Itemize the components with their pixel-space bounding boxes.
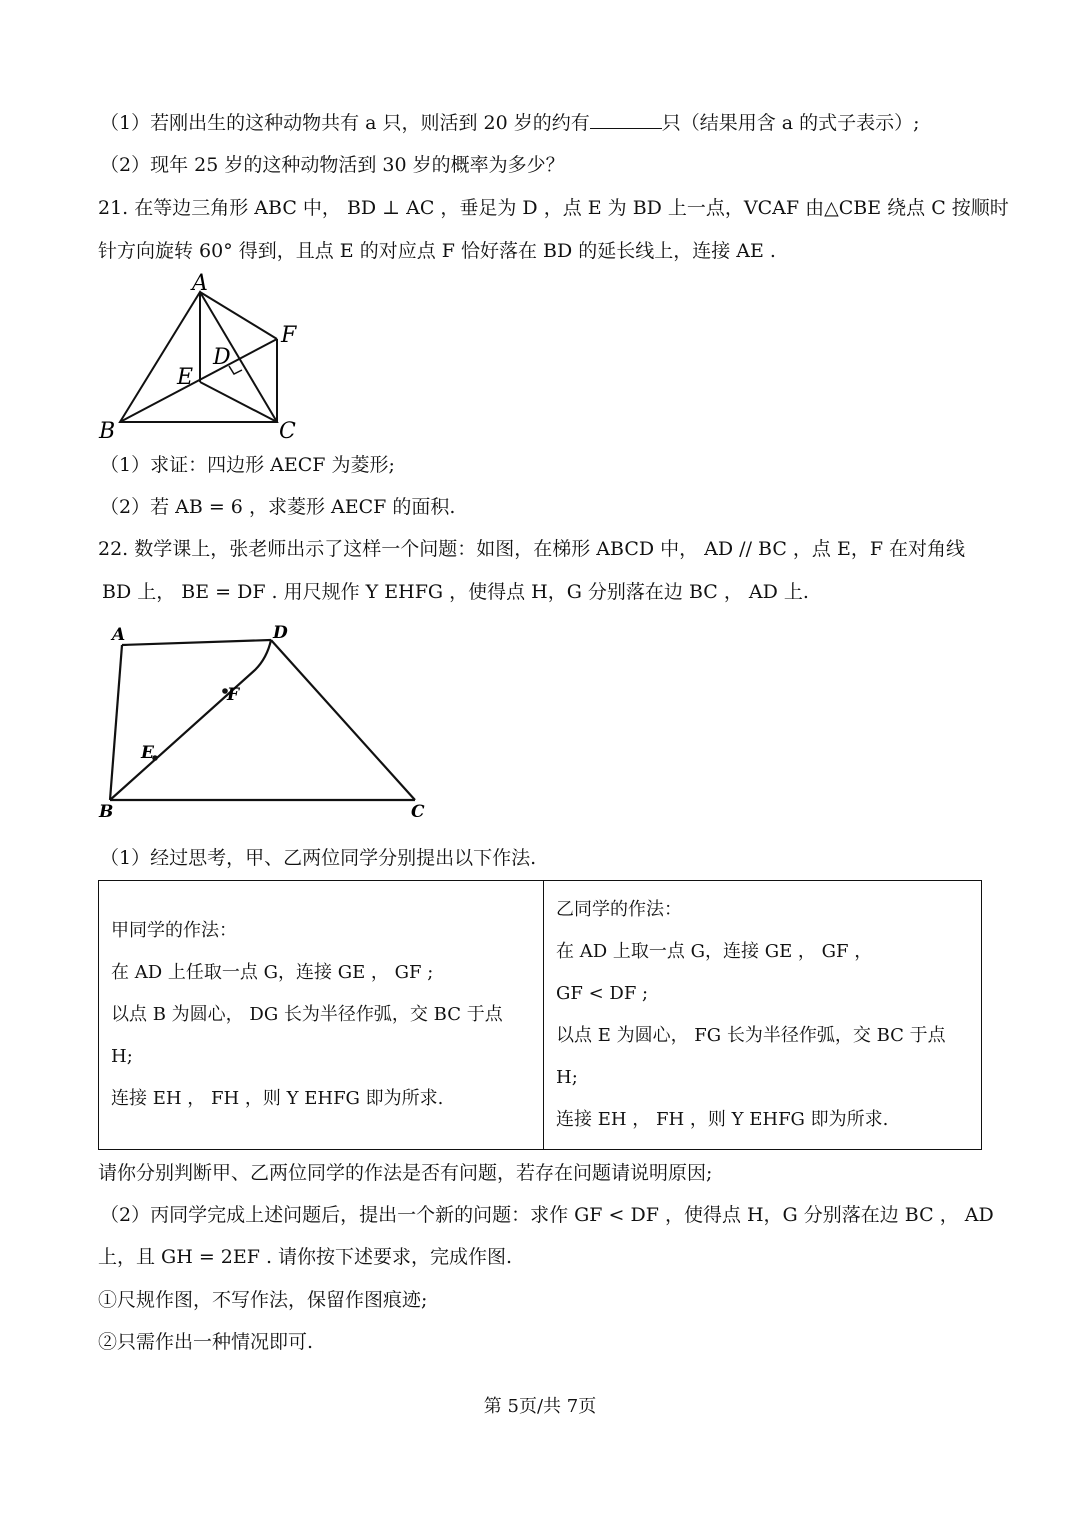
segment-ab: [110, 645, 122, 800]
segment-af: [200, 292, 277, 339]
label-b: B: [99, 802, 114, 822]
q22-requirement-1: ①尺规作图，不写作法，保留作图痕迹;: [98, 1289, 428, 1311]
jia-line: 甲同学的作法：: [111, 920, 237, 941]
q21-sub2: （2）若 AB = 6 ，求菱形 AECF 的面积.: [100, 496, 456, 518]
yi-line: 以点 E 为圆心， FG 长为半径作弧，交 BC 于点: [556, 1025, 946, 1046]
table-row: [99, 881, 982, 1150]
label-f: F: [227, 685, 240, 705]
q22-figure: [95, 622, 445, 822]
q22-stem-line1: 22. 数学课上，张老师出示了这样一个问题：如图，在梯形 ABCD 中， AD // BC ，点 E，F 在对角线: [98, 538, 966, 560]
q22-sub1: （1）经过思考，甲、乙两位同学分别提出以下作法.: [100, 847, 537, 869]
jia-line: 以点 B 为圆心， DG 长为半径作弧，交 BC 于点: [111, 1004, 503, 1025]
label-b: B: [99, 419, 116, 442]
q22-after-table: 请你分别判断甲、乙两位同学的作法是否有问题，若存在问题请说明原因;: [98, 1162, 713, 1184]
q22-sub2-line2: 上，且 GH = 2EF . 请你按下述要求，完成作图.: [98, 1246, 513, 1268]
yi-line: 在 AD 上取一点 G，连接 GE ， GF ，: [556, 941, 873, 962]
triangle-abc: [120, 292, 277, 422]
label-d: D: [213, 345, 231, 370]
diagonal-bd: [110, 640, 271, 800]
yi-line: GF < DF ;: [556, 983, 649, 1004]
jia-line: 连接 EH ， FH ，则 Y EHFG 即为所求.: [111, 1088, 444, 1109]
yi-line: 乙同学的作法：: [556, 899, 682, 920]
q21-stem-line1: 21. 在等边三角形 ABC 中， BD ⊥ AC ，垂足为 D ，点 E 为 BD 上一点，VCAF 由△CBE 绕点 C 按顺时: [98, 197, 1009, 219]
q20-part1-text-a: （1）若刚出生的这种动物共有 a 只，则活到 20 岁的约有: [100, 112, 590, 134]
label-f: F: [281, 323, 297, 348]
page-footer: 第 5页/共 7页: [483, 1396, 597, 1417]
label-c: C: [411, 802, 425, 822]
label-c: C: [279, 419, 296, 442]
segment-ad: [122, 640, 271, 645]
q22-stem-line2: BD 上， BE = DF . 用尺规作 Y EHFG ，使得点 H，G 分别落在边 BC ， AD 上.: [102, 581, 809, 603]
q21-stem-line2: 针方向旋转 60° 得到，且点 E 的对应点 F 恰好落在 BD 的延长线上，连接 AE .: [98, 240, 776, 262]
label-d: D: [273, 623, 288, 643]
q22-sub2-line1: （2）丙同学完成上述问题后，提出一个新的问题：求作 GF < DF ，使得点 H，G 分别落在边 BC ， AD: [100, 1204, 994, 1226]
q20-part1-text-b: 只（结果用含 a 的式子表示）;: [661, 112, 920, 134]
label-a: A: [192, 272, 208, 296]
q22-requirement-2: ②只需作出一种情况即可.: [98, 1331, 314, 1353]
q21-figure: [95, 272, 325, 442]
right-angle-mark: [229, 366, 242, 374]
label-a: A: [112, 625, 126, 645]
q21-sub1: （1）求证：四边形 AECF 为菱形;: [100, 454, 395, 476]
segment-dc: [271, 640, 415, 800]
student-yi-method: [544, 881, 982, 1150]
yi-line: 连接 EH ， FH ，则 Y EHFG 即为所求.: [556, 1109, 889, 1130]
label-e: E: [177, 365, 194, 390]
jia-line: 在 AD 上任取一点 G，连接 GE ， GF ;: [111, 962, 434, 983]
q20-part1: [100, 110, 920, 136]
answer-blank: [590, 110, 662, 129]
q20-part2: （2）现年 25 岁的这种动物活到 30 岁的概率为多少？: [100, 154, 565, 176]
label-e: E: [141, 743, 154, 763]
method-comparison-table: [98, 880, 982, 1150]
jia-line: H;: [111, 1046, 133, 1067]
student-jia-method: [99, 881, 544, 1150]
yi-line: H;: [556, 1067, 578, 1088]
